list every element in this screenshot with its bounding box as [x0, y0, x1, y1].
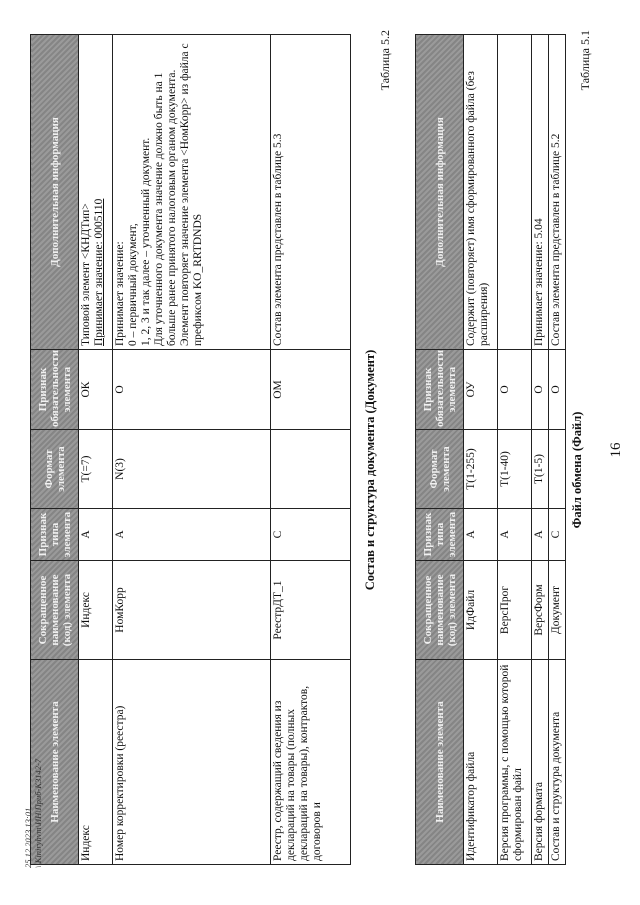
header-cell: Наименование элемента — [416, 660, 464, 865]
table-row — [113, 35, 271, 865]
cell-name: Номер корректировки (реестра) — [113, 660, 271, 865]
cell-name: Версия формата — [532, 660, 549, 865]
cell-name: Реестр, содержащий сведения из деклараций на товары (полных деклараций на товары), контрактов, договоров и — [271, 660, 351, 865]
cell-code: ВерсПрог — [498, 561, 532, 660]
info-line: Принимает значение: 0005110 — [93, 198, 105, 346]
table-1-header-row — [416, 35, 464, 865]
cell-type: С — [271, 509, 351, 561]
cell-code: Документ — [549, 561, 566, 660]
header-cell: Дополнительная информация — [31, 35, 79, 350]
cell-format: Т(1-255) — [464, 430, 498, 509]
cell-format: Т(=7) — [79, 430, 113, 509]
cell-format: Т(1-40) — [498, 430, 532, 509]
cell-required: ОУ — [464, 350, 498, 430]
table-2-caption: Состав и структура документа (Документ) — [363, 349, 377, 591]
cell-format — [549, 430, 566, 509]
table-1 — [415, 34, 566, 865]
cell-type: А — [532, 509, 549, 561]
cell-info — [79, 35, 113, 350]
cell-type: А — [464, 509, 498, 561]
stamp-line: \\Kiniryhvm\ИН\Приб-К3142-7 — [33, 758, 43, 868]
cell-type: А — [498, 509, 532, 561]
cell-required: О — [532, 350, 549, 430]
cell-format: N(3) — [113, 430, 271, 509]
table-row — [498, 35, 532, 865]
cell-code: РеестрДТ_1 — [271, 561, 351, 660]
cell-code: НомКорр — [113, 561, 271, 660]
table-2 — [30, 34, 351, 865]
cell-name: Идентификатор файла — [464, 660, 498, 865]
table-2-header-row — [31, 35, 79, 865]
cell-code: Индекс — [79, 561, 113, 660]
cell-info: Принимает значение: 5.04 — [532, 35, 549, 350]
cell-format — [271, 430, 351, 509]
cell-info — [113, 35, 271, 350]
cell-code: ВерсФорм — [532, 561, 549, 660]
cell-code: ИдФайл — [464, 561, 498, 660]
header-cell: Признак типа элемента — [416, 509, 464, 561]
cell-info: Состав элемента представлен в таблице 5.2 — [549, 35, 566, 350]
table-1-caption: Файл обмена (Файл) — [570, 411, 584, 529]
cell-name: Индекс — [79, 660, 113, 865]
header-cell: Формат элемента — [31, 430, 79, 509]
header-cell: Сокращенное наименование (код) элемента — [31, 561, 79, 660]
stamp-line: 25.12.2023 13:01 — [23, 807, 33, 868]
cell-info: Состав элемента представлен в таблице 5.3 — [271, 35, 351, 350]
table-row — [549, 35, 566, 865]
info-line: 1, 2, 3 и так далее – уточненный документ. — [140, 137, 152, 346]
cell-required: О — [549, 350, 566, 430]
info-line: 0 – первичный документ, — [127, 223, 139, 346]
header-cell: Признак типа элемента — [31, 509, 79, 561]
cell-name: Версия программы, с помощью которой сформирован файл — [498, 660, 532, 865]
table-2-label: Таблица 5.2 — [378, 30, 392, 91]
cell-info: Содержит (повторяет) имя сформированного файла (без расширения) — [464, 35, 498, 350]
header-cell: Признак обязательности элемента — [416, 350, 464, 430]
header-cell: Наименование элемента — [31, 660, 79, 865]
info-line: Элемент повторяет значение элемента <НомКорр> из файла с префиксом KO_RRTDNDS — [179, 43, 204, 346]
cell-required: ОК — [79, 350, 113, 430]
cell-required: О — [498, 350, 532, 430]
info-line: Типовой элемент <КНДТип> — [80, 203, 92, 346]
table-row — [464, 35, 498, 865]
header-cell: Дополнительная информация — [416, 35, 464, 350]
header-cell: Признак обязательности элемента — [31, 350, 79, 430]
cell-name: Состав и структура документа — [549, 660, 566, 865]
cell-format: Т(1-5) — [532, 430, 549, 509]
cell-required: ОМ — [271, 350, 351, 430]
header-cell: Формат элемента — [416, 430, 464, 509]
table-1-label: Таблица 5.1 — [578, 30, 592, 91]
table-row — [271, 35, 351, 865]
cell-type: С — [549, 509, 566, 561]
header-cell: Сокращенное наименование (код) элемента — [416, 561, 464, 660]
cell-type: А — [113, 509, 271, 561]
cell-info — [498, 35, 532, 350]
table-row — [79, 35, 113, 865]
cell-required: О — [113, 350, 271, 430]
page-number: 16 — [608, 442, 624, 458]
info-line: Для уточненного документа значение должно быть на 1 больше ранее принятого налоговым органом документа. — [153, 69, 178, 346]
cell-type: А — [79, 509, 113, 561]
print-stamp — [23, 759, 43, 868]
table-row — [532, 35, 549, 865]
info-line: Принимает значение: — [114, 241, 126, 346]
